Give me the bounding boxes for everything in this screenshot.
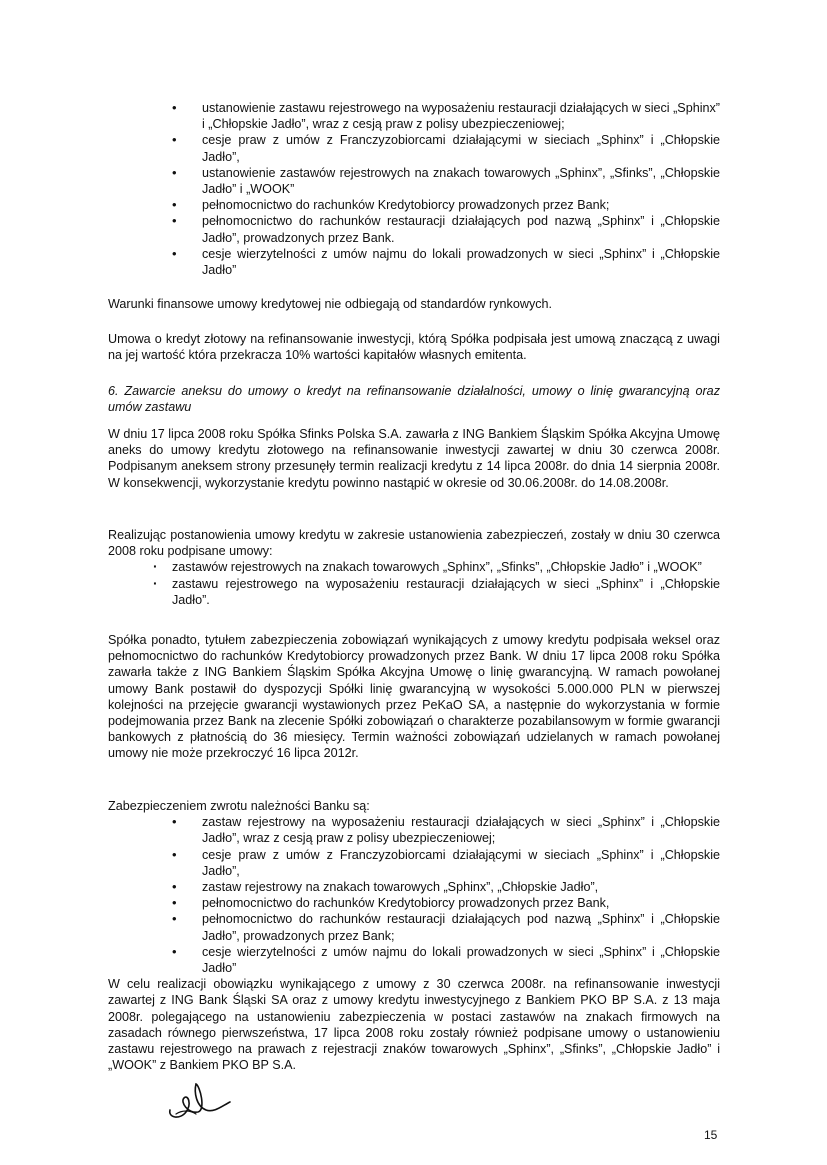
paragraph-guarantee-line [108, 632, 720, 762]
paragraph-bank-security [108, 798, 720, 1073]
list-item: • pełnomocnictwo do rachunków restauracji działających pod nazwą „Sphinx” i „Chłopskie Jadło”, prowadzonych przez Bank; [108, 911, 720, 943]
paragraph: Warunki finansowe umowy kredytowej nie odbiegają od standardów rynkowych. [108, 297, 553, 311]
list-item: • ustanowienie zastawu rejestrowego na wyposażeniu restauracji działających w sieci „Sphinx” i „Chłopskie Jadło”, wraz z cesją praw z polisy ubezpieczeniowej; [108, 100, 720, 132]
paragraph: W celu realizacji obowiązku wynikającego z umowy z 30 czerwca 2008r. na refinansowanie inwestycji zawartej z ING Bank Śląski SA oraz z umowy kredytu inwestycyjnego z Bankiem PKO BP S.A. z 13 maja 2008r. polegającego na ustanowieniu zabezpieczenia w postaci zastawów na znakach firmowych na zasadach równego pierwszeństwa, 17 lipca 2008 roku zostały również podpisane umowy o ustanowieniu zastawu rejestrowego na prawach z rejestracji znaków towarowych „Sphinx”, „Sfinks”, „Chłopskie Jadło” i „WOOK” z Bankiem PKO BP S.A. [108, 977, 720, 1073]
bottom-bullet-list [108, 814, 720, 976]
paragraph: W dniu 17 lipca 2008 roku Spółka Sfinks Polska S.A. zawarła z ING Bankiem Śląskim Spółka Akcyjna Umowę aneks do umowy kredytu złotowego na refinansowanie inwestycji zawartej w dniu 30 czerwca 2008r. Podpisanym aneksem strony przesunęły termin realizacji kredytu z 14 lipca 2008r. do dnia 14 sierpnia 2008r. W konsekwencji, wykorzystanie kredytu powinno nastąpić w okresie od 30.06.2008r. do 14.08.2008r. [108, 427, 720, 490]
paragraph: Spółka ponadto, tytułem zabezpieczenia zobowiązań wynikających z umowy kredytu podpisała weksel oraz pełnomocnictwo do rachunków Kredytobiorcy prowadzonych przez Bank. W dniu 17 lipca 2008 roku Spółka zawarła także z ING Bankiem Śląskim Spółka Akcyjna Umowę o linię gwarancyjną. W ramach powołanej umowy Bank postawił do dyspozycji Spółki linię gwarancyjną w wysokości 5.000.000 PLN w pierwszej kolejności na przejęcie gwarancji wystawionych przez PeKaO SA, a następnie do wykorzystania w formie podejmowania przez Bank na zlecenie Spółki zobowiązań o charakterze pozabilansowym w formie gwarancji bankowych z płatnością do 36 miesięcy. Termin ważności zobowiązań udzielanych w ramach powołanej umowy nie może przekroczyć 16 lipca 2012r. [108, 633, 720, 761]
paragraph: Zabezpieczeniem zwrotu należności Banku są: [108, 799, 370, 813]
list-item: • cesje praw z umów z Franczyzobiorcami działającymi w sieciach „Sphinx” i „Chłopskie Jadło”, [108, 132, 720, 164]
list-item: • cesje wierzytelności z umów najmu do lokali prowadzonych w sieci „Sphinx” i „Chłopskie Jadło” [108, 944, 720, 976]
dash-list [108, 559, 720, 608]
list-item: • pełnomocnictwo do rachunków restauracji działających pod nazwą „Sphinx” i „Chłopskie Jadło”, prowadzonych przez Bank. [108, 213, 720, 245]
paragraph: Realizując postanowienia umowy kredytu w zakresie ustanowienia zabezpieczeń, zostały w dniu 30 czerwca 2008 roku podpisane umowy: [108, 528, 720, 559]
list-item: · zastawów rejestrowych na znakach towarowych „Sphinx”, „Sfinks”, „Chłopskie Jadło” i „WOOK” [108, 559, 720, 575]
list-item: • pełnomocnictwo do rachunków Kredytobiorcy prowadzonych przez Bank, [108, 895, 720, 911]
paragraph-financial-terms [108, 296, 720, 312]
paragraph-security-agreements [108, 527, 720, 608]
list-item: • pełnomocnictwo do rachunków Kredytobiorcy prowadzonych przez Bank; [108, 197, 720, 213]
paragraph: Umowa o kredyt złotowy na refinansowanie inwestycji, którą Spółka podpisała jest umową znaczącą z uwagi na jej wartość która przekracza 10% wartości kapitałów własnych emitenta. [108, 332, 720, 363]
top-bullet-list [108, 100, 720, 278]
list-item: • cesje praw z umów z Franczyzobiorcami działającymi w sieciach „Sphinx” i „Chłopskie Jadło”, [108, 847, 720, 879]
list-item: • cesje wierzytelności z umów najmu do lokali prowadzonych w sieci „Sphinx” i „Chłopskie Jadło” [108, 246, 720, 278]
signature-mark [166, 1080, 236, 1124]
list-item: • zastaw rejestrowy na wyposażeniu restauracji działających w sieci „Sphinx” i „Chłopskie Jadło”, wraz z cesją praw z polisy ubezpieczeniowej; [108, 814, 720, 846]
section-heading: 6. Zawarcie aneksu do umowy o kredyt na refinansowanie działalności, umowy o linię gwarancyjną oraz umów zastawu [108, 384, 720, 415]
list-item: • zastaw rejestrowy na znakach towarowych „Sphinx”, „Chłopskie Jadło”, [108, 879, 720, 895]
list-item: · zastawu rejestrowego na wyposażeniu restauracji działających w sieci „Sphinx” i „Chłopskie Jadło”. [108, 576, 720, 608]
page-number: 15 [704, 1128, 718, 1142]
list-item: • ustanowienie zastawów rejestrowych na znakach towarowych „Sphinx”, „Sfinks”, „Chłopskie Jadło” i „WOOK” [108, 165, 720, 197]
top-bullet-list-block [108, 100, 720, 278]
paragraph-annex [108, 426, 720, 491]
paragraph-significant-agreement [108, 331, 720, 363]
section-heading-block [108, 383, 720, 415]
